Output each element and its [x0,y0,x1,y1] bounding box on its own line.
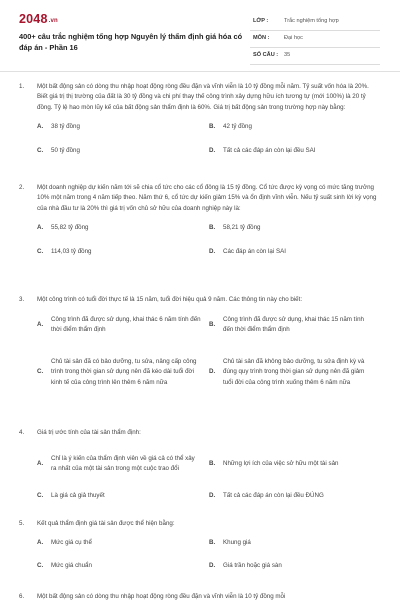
option-text: Chủ tài sản đã có bảo dưỡng, tu sửa, nâng cấp công trình trong thời gian sử dụng nên đã kéo dài tuổi đời kinh tế của công trình lên thêm 6 năm nữa [51,357,197,386]
document-title: 400+ câu trắc nghiệm tổng hợp Nguyên lý thẩm định giá hóa có đáp án - Phần 16 [19,32,243,52]
option-c[interactable] [37,557,209,574]
option-letter: C. [37,146,44,154]
question-text: Một bất động sản có dòng thu nhập hoạt động ròng đều đặn và vĩnh viễn là 10 tỷ đồng mỗi năm. Tỷ suất vốn hóa là 20%. Biết giá trị thị trường của đất là 30 tỷ đồng và chi phí thay thế công trình xây dựng hữu ích tương tự (mới 100%) là 20 tỷ đồng. Tỷ lệ hao mòn lũy kế của bất động sản thẩm định là 60%. Giá trị bất động sản trong trường hợp này bằng: [37,83,369,111]
meta-subject-value: Đại học [284,35,303,41]
option-a[interactable] [37,220,209,235]
option-letter: D. [209,561,216,569]
option-letter: B. [209,321,216,329]
option-a[interactable] [37,119,209,134]
logo-suffix: .vn [48,18,58,24]
option-letter: C. [37,561,44,569]
option-d[interactable] [209,557,381,574]
option-b[interactable] [209,119,381,134]
option-letter: A. [37,538,44,546]
option-letter: C. [37,368,44,376]
option-c[interactable] [37,347,209,397]
option-text: 58,21 tỷ đồng [223,223,261,231]
question-number: 4. [19,429,25,436]
answer-options [37,535,381,574]
option-text: Tất cả các đáp án còn lại đều SAI [223,146,316,154]
option-text: 50 tỷ đồng [51,146,80,154]
option-text: Tất cả các đáp án còn lại đều ĐÚNG [223,492,324,500]
option-letter: D. [209,146,216,154]
option-text: Các đáp án còn lại SAI [223,247,286,255]
question-3 [19,295,381,397]
option-text: Công trình đã được sử dụng, khai thác 6 năm tính đến thời điểm thẩm định [51,316,201,334]
meta-class-value: Trắc nghiệm tổng hợp [284,18,339,24]
option-c[interactable] [37,488,209,504]
option-letter: A. [37,460,44,468]
question-text: Một doanh nghiệp dự kiến năm tới sẽ chia cổ tức cho các cổ đông là 15 tỷ đồng. Cổ tức được kỳ vọng có mức tăng trưởng 10% một năm trong 4 năm tiếp theo. Năm thứ 6, cổ tức dự kiến giảm 15% và ổn định vĩnh viễn. Nếu tỷ suất sinh lời kỳ vọng của nhà đầu tư là 20% thì giá trị vốn chủ sở hữu của doanh nghiệp này là: [37,184,377,212]
question-number: 6. [19,593,25,600]
option-c[interactable] [37,142,209,159]
question-number: 1. [19,83,25,90]
meta-class-label: LỚP : [253,18,269,24]
option-text: Những lợi ích của việc sở hữu một tài sản [223,460,339,468]
document-header [0,0,400,72]
answer-options [37,311,381,397]
option-text: 114,03 tỷ đồng [51,247,92,255]
option-text: Chỉ là ý kiến của thẩm định viên về giá cả có thể xảy ra nhất của một tài sản trong một cuộc trao đổi [51,455,195,473]
answer-options [37,119,381,159]
option-letter: D. [209,247,216,255]
question-6 [19,592,381,600]
option-b[interactable] [209,220,381,235]
question-2 [19,183,381,260]
option-text: 42 tỷ đồng [223,122,252,130]
option-text: Giá trần hoặc giá sàn [223,561,282,569]
option-letter: A. [37,223,44,231]
option-text: Khung giá [223,538,251,546]
meta-class-row [250,14,380,31]
option-letter: D. [209,368,216,376]
option-d[interactable] [209,488,381,504]
option-b[interactable] [209,535,381,550]
option-text: Công trình đã được sử dụng, khai thác 15 năm tính đến thời điểm thẩm định [223,316,364,334]
option-letter: D. [209,492,216,500]
option-a[interactable] [37,444,209,484]
option-a[interactable] [37,311,209,339]
option-letter: C. [37,492,44,500]
option-d[interactable] [209,243,381,260]
meta-count-value: 35 [284,52,291,58]
meta-count-label: SỐ CÂU : [253,52,279,58]
option-text: 38 tỷ đồng [51,122,80,130]
answer-options [37,220,381,260]
question-number: 2. [19,184,25,191]
site-logo[interactable] [19,12,58,26]
question-number: 3. [19,296,25,303]
option-text: Mức giá chuẩn [51,561,92,569]
option-text: Chủ tài sản đã không bảo dưỡng, tu sửa định kỳ và đúng quy trình trong thời gian sử dụng nên đã giảm tuổi đời của công trình xuống thêm 6 năm nữa [223,357,365,386]
logo-text: 2048 [19,12,48,26]
option-b[interactable] [209,444,381,484]
question-text: Một bất động sản có dòng thu nhập hoạt động ròng đều đặn và vĩnh viễn là 10 tỷ đồng mỗi [37,593,286,600]
option-text: Mức giá cụ thể [51,538,92,546]
option-b[interactable] [209,311,381,339]
question-text: Kết quả thẩm định giá tài sản được thể hiện bằng: [37,520,175,527]
option-d[interactable] [209,347,381,397]
question-text: Một công trình có tuổi đời thực tế là 15 năm, tuổi đời hiệu quả 9 năm. Các thông tin này cho biết: [37,296,303,303]
option-c[interactable] [37,243,209,260]
option-letter: B. [209,122,216,130]
option-letter: B. [209,538,216,546]
document-meta [250,14,380,65]
option-a[interactable] [37,535,209,550]
option-letter: C. [37,247,44,255]
question-text: Giá trị ước tính của tài sản thẩm định: [37,429,141,436]
question-number: 5. [19,520,25,527]
answer-options [37,444,381,504]
option-letter: A. [37,321,44,329]
meta-subject-row [250,31,380,48]
meta-subject-label: MÔN : [253,35,270,41]
option-letter: A. [37,122,44,130]
question-4 [19,428,381,504]
option-letter: B. [209,460,216,468]
option-letter: B. [209,223,216,231]
meta-count-row [250,48,380,65]
question-1 [19,82,381,159]
question-5 [19,519,381,574]
option-text: 55,82 tỷ đồng [51,223,89,231]
option-d[interactable] [209,142,381,159]
option-text: Là giá cả giả thuyết [51,492,105,500]
